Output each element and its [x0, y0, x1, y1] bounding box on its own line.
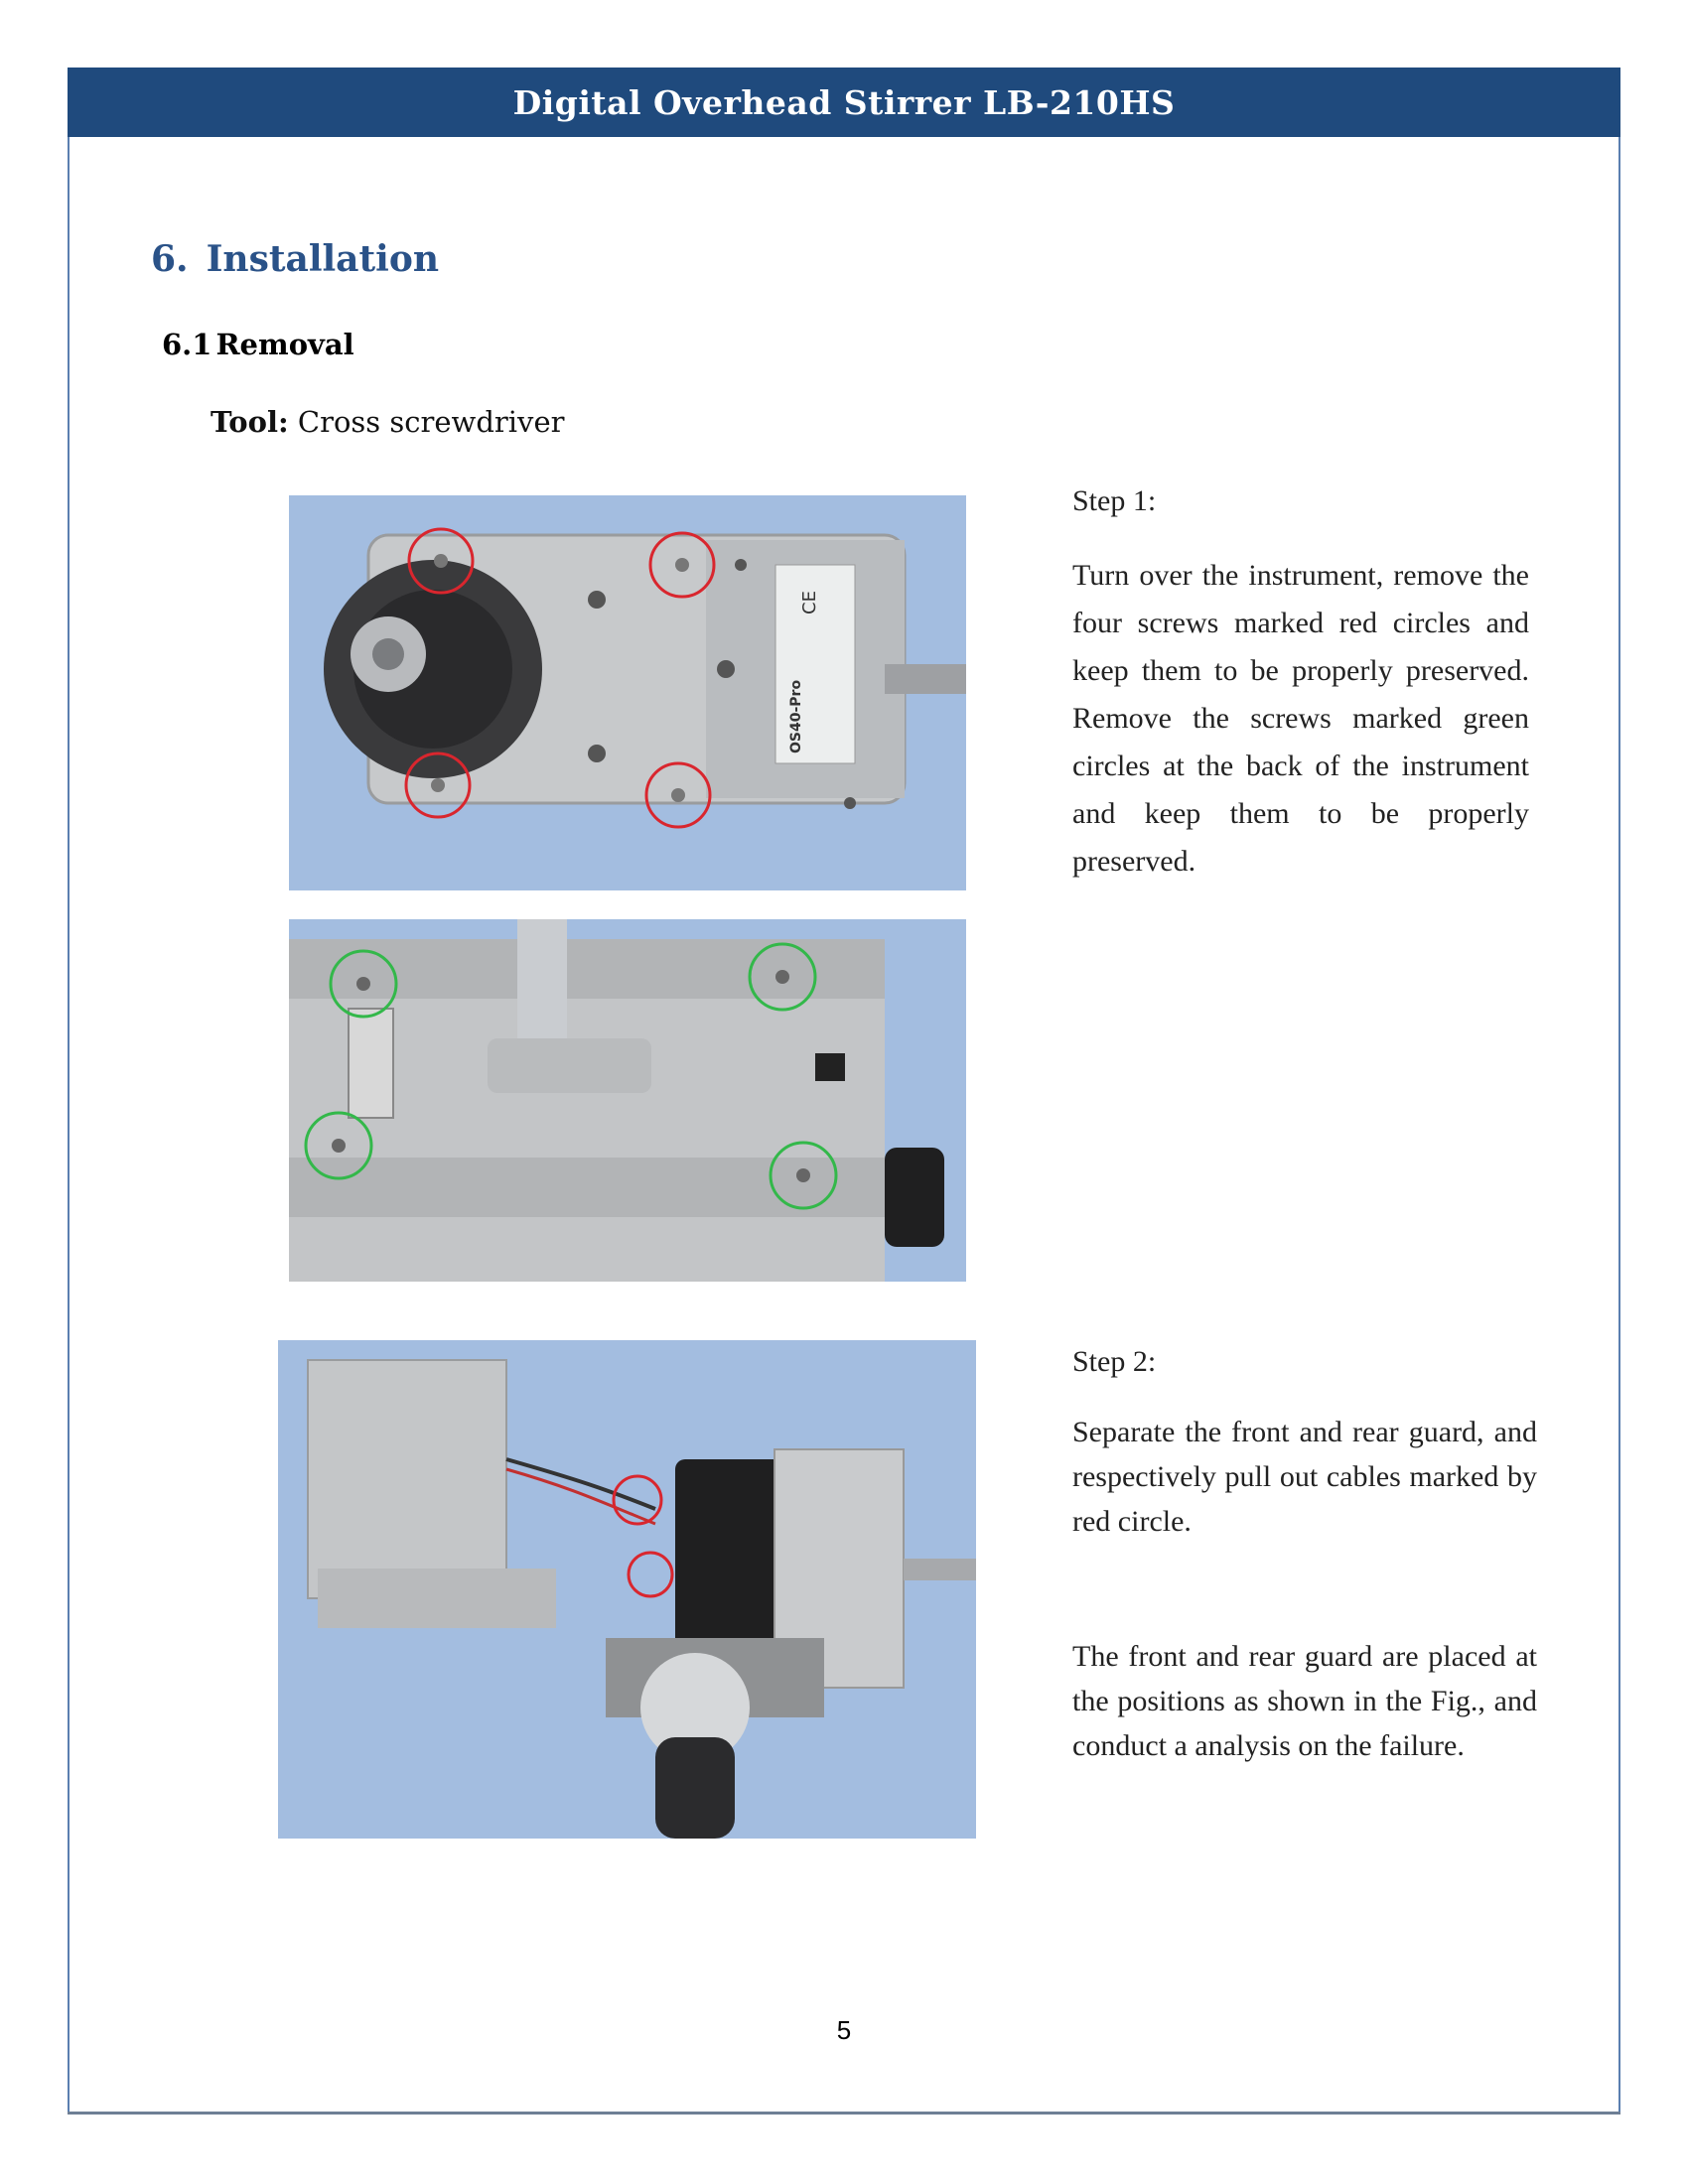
photo-separated-guards [278, 1340, 976, 1839]
step1-title: Step 1: [1072, 484, 1157, 517]
step2-text-2: The front and rear guard are placed at the positions as shown in the Fig., and conduct a analysis on the failure. [1072, 1640, 1537, 1762]
section-number: 6. [151, 238, 189, 280]
tool-label: Tool: [211, 405, 289, 439]
header-title: Digital Overhead Stirrer LB-210HS [512, 82, 1176, 122]
step2-text-1: Separate the front and rear guard, and respectively pull out cables marked by red circle. [1072, 1416, 1537, 1538]
step2-title: Step 2: [1072, 1345, 1157, 1378]
photo-label-model: OS40-Pro [788, 679, 804, 753]
subsection-number: 6.1 [162, 328, 212, 361]
page-number: 5 [836, 2015, 852, 2045]
section-title: Installation [206, 238, 439, 280]
step1-text: Turn over the instrument, remove the four screws marked red circles and keep them to be properly preserved. Remove the screws marked green circles at the back of the instrument and keep them to be properly preserved. [1072, 559, 1529, 878]
bottom-rule [68, 2112, 1620, 2115]
section-heading [151, 238, 439, 280]
tool-line [211, 405, 564, 439]
tool-value: Cross screwdriver [297, 405, 565, 439]
subsection-title: Removal [215, 328, 354, 361]
subsection-heading [162, 328, 354, 361]
photo-back-view [289, 919, 966, 1282]
header-bar [68, 68, 1620, 137]
photo-bottom-view [289, 495, 966, 890]
photo-label-ce: CE [799, 591, 820, 614]
